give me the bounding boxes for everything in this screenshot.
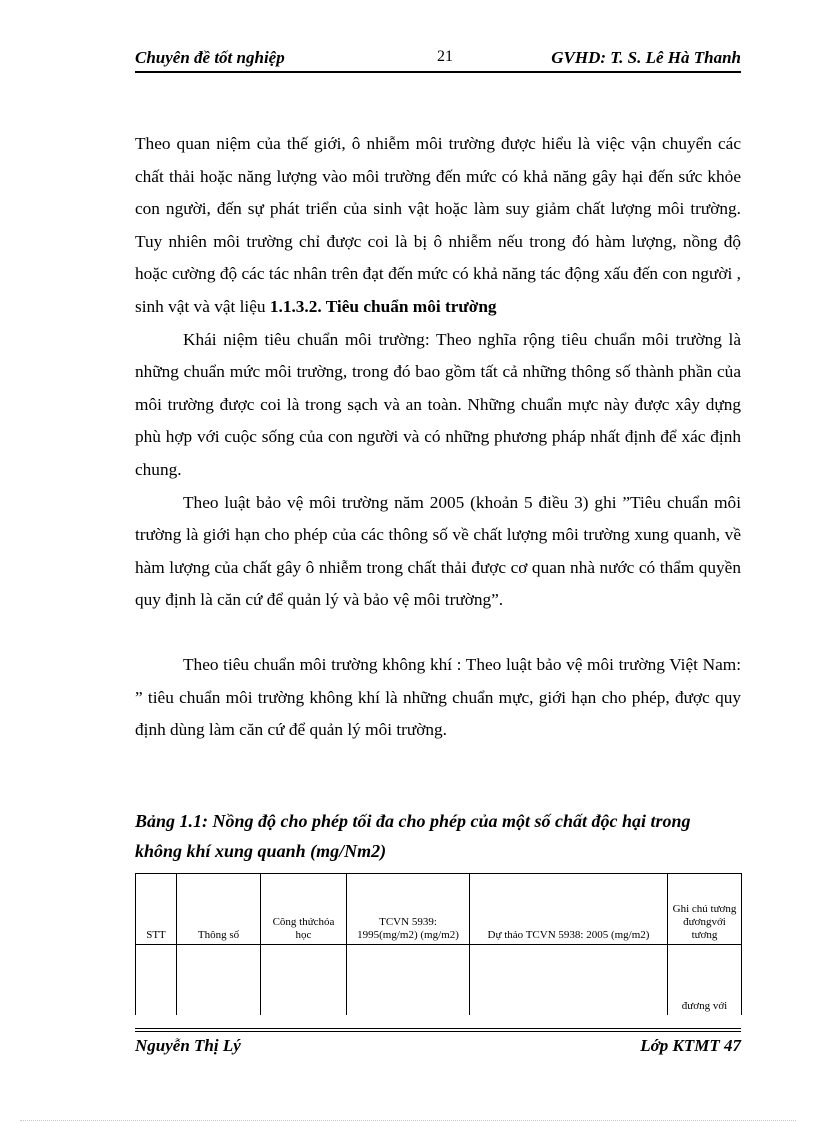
paragraph-law-2005: Theo luật bảo vệ môi trường năm 2005 (khoản 5 điều 3) ghi ”Tiêu chuẩn môi trường là giới hạn cho phép của các thông số về chất lượng môi trường xung quanh, về hàm lượng của chất gây ô nhiễm trong chất thải được cơ quan nhà nước có thẩm quyền quy định là căn cứ để quản lý và bảo vệ môi trường”. (135, 492, 741, 610)
col-param: Thông số (177, 874, 261, 945)
table-cell-note: đương với (668, 945, 742, 1016)
footer-rule (135, 1028, 741, 1029)
table-row (136, 945, 742, 1016)
header-supervisor: GVHD: T. S. Lê Hà Thanh (551, 48, 741, 67)
footer-rule-double (135, 1031, 741, 1032)
paragraph-air-standard: Theo tiêu chuẩn môi trường không khí : Theo luật bảo vệ môi trường Việt Nam: ” tiêu chuẩn môi trường không khí là những chuẩn mực, giới hạn cho phép, được quy định dùng làm căn cứ để quản lý môi trường. (135, 654, 741, 740)
table-cell (261, 945, 347, 1016)
footer-class: Lớp KTMT 47 (640, 1036, 741, 1055)
header-title: Chuyên đề tốt nghiệp (135, 48, 285, 67)
paragraph-text: Theo quan niệm của thế giới, ô nhiễm môi trường được hiểu là việc vận chuyển các chất thải hoặc năng lượng vào môi trường đến mức có khả năng gây hại đến sức khỏe con người, đến sự phát triển của sinh vật hoặc làm suy giảm chất lượng môi trường. Tuy nhiên môi trường chỉ được coi là bị ô nhiễm nếu trong đó hàm lượng, nồng độ hoặc cường độ các tác nhân trên đạt đến mức có khả năng tác động xấu đến con người , sinh vật và vật liệu (135, 134, 741, 316)
footer-author: Nguyễn Thị Lý (135, 1036, 241, 1055)
table-caption: Bảng 1.1: Nồng độ cho phép tối đa cho phép của một số chất độc hại trong không khí xung quanh (mg/Nm2) (135, 811, 691, 861)
paragraph-pollution-definition (135, 128, 741, 324)
col-note: Ghi chú tương đươngvới tương (668, 874, 742, 945)
table-cell (177, 945, 261, 1016)
table-cell (470, 945, 668, 1016)
table-container (135, 873, 741, 1015)
col-tcvn-1995: TCVN 5939: 1995(mg/m2) (mg/m2) (347, 874, 470, 945)
table-cell (136, 945, 177, 1016)
table-cell (347, 945, 470, 1016)
pollutant-table (135, 873, 742, 1015)
paragraph-standard-concept: Khái niệm tiêu chuẩn môi trường: Theo nghĩa rộng tiêu chuẩn môi trường là những chuẩn mức môi trường, trong đó bao gồm tất cả những thông số thành phần của môi trường được coi là trong sạch và an toàn. Những chuẩn mực này được xây dựng phù hợp với cuộc sống của con người và có những phương pháp nhất định để xác định chung. (135, 329, 741, 479)
page-edge-line (20, 1120, 796, 1121)
col-stt: STT (136, 874, 177, 945)
page-header (135, 48, 741, 72)
blank-line (135, 617, 741, 649)
table-header-row (136, 874, 742, 945)
page-number: 21 (437, 48, 453, 65)
body-text (135, 128, 741, 747)
col-formula: Công thứchóa học (261, 874, 347, 945)
col-draft-2005: Dự thảo TCVN 5938: 2005 (mg/m2) (470, 874, 668, 945)
header-rule (135, 71, 741, 73)
section-heading: 1.1.3.2. Tiêu chuẩn môi trường (269, 296, 497, 316)
